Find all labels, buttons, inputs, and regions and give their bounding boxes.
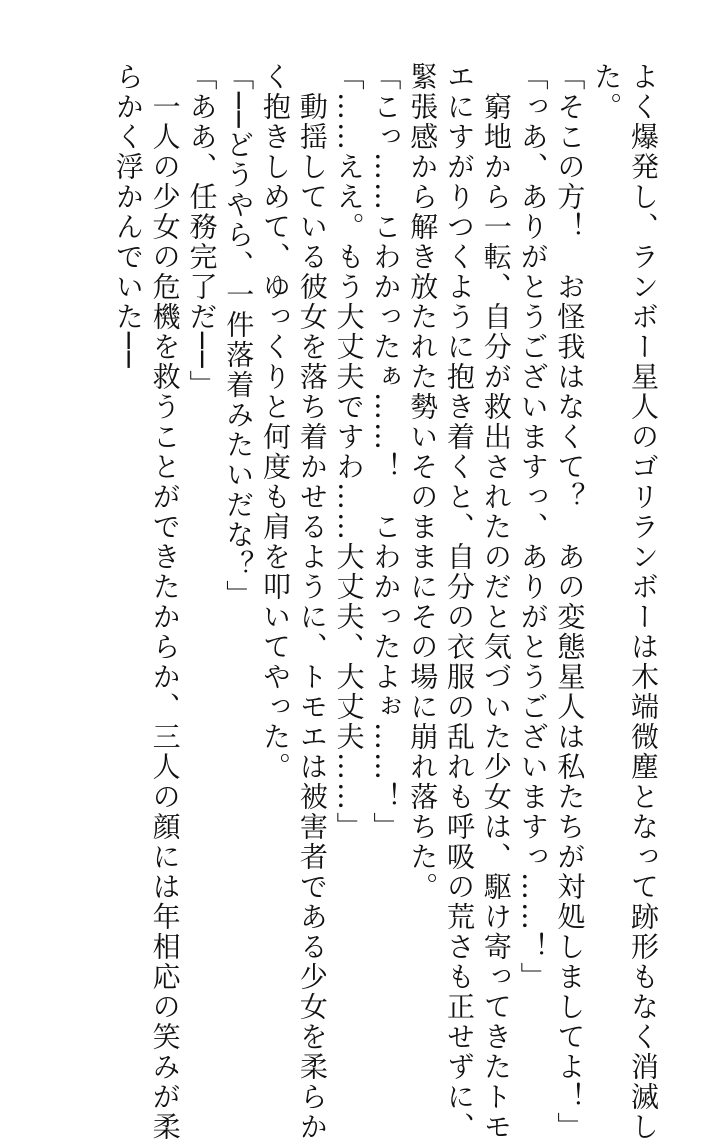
text-line: よく爆発し、ランボー星人のゴリランボーは木端微塵となって跡形もなく消滅し [627, 62, 660, 1142]
text-line: た。 [590, 62, 624, 122]
text-line: 緊張感から解き放たれた勢いそのままにその場に崩れ落ちた。 [406, 62, 440, 902]
text-line: 動揺している彼女を落ち着かせるように、トモエは被害者である少女を柔らか [295, 62, 329, 1142]
text-line: 「──どうやら、一件落着みたいだな？」 [222, 62, 256, 610]
text-line: 窮地から一転、自分が救出されたのだと気づいた少女は、駆け寄ってきたトモ [479, 62, 513, 1142]
vertical-text-block [109, 62, 661, 1142]
text-line: 「っあ、ありがとうございますっ、ありがとうございますっ……！」 [516, 62, 550, 992]
text-line: 「ああ、任務完了だ──」 [185, 62, 219, 400]
text-line: く抱きしめて、ゆっくりと何度も肩を叩いてやった。 [259, 62, 293, 782]
text-line: 「……ええ。もう大丈夫ですわ……大丈夫、大丈夫……」 [332, 62, 366, 842]
text-line: 「そこの方！ お怪我はなくて？ あの変態星人は私たちが対処しましてよ！」 [553, 62, 587, 1142]
text-line: らかく浮かんでいた── [111, 62, 145, 370]
text-line: 「こっ……こわかったぁ……！ こわかったよぉ……！」 [369, 62, 403, 842]
text-line: エにすがりつくように抱き着くと、自分の衣服の乱れも呼吸の荒さも正せずに、 [443, 62, 477, 1142]
text-line: 一人の少女の危機を救うことができたからか、三人の顔には年相応の笑みが柔 [148, 62, 182, 1142]
